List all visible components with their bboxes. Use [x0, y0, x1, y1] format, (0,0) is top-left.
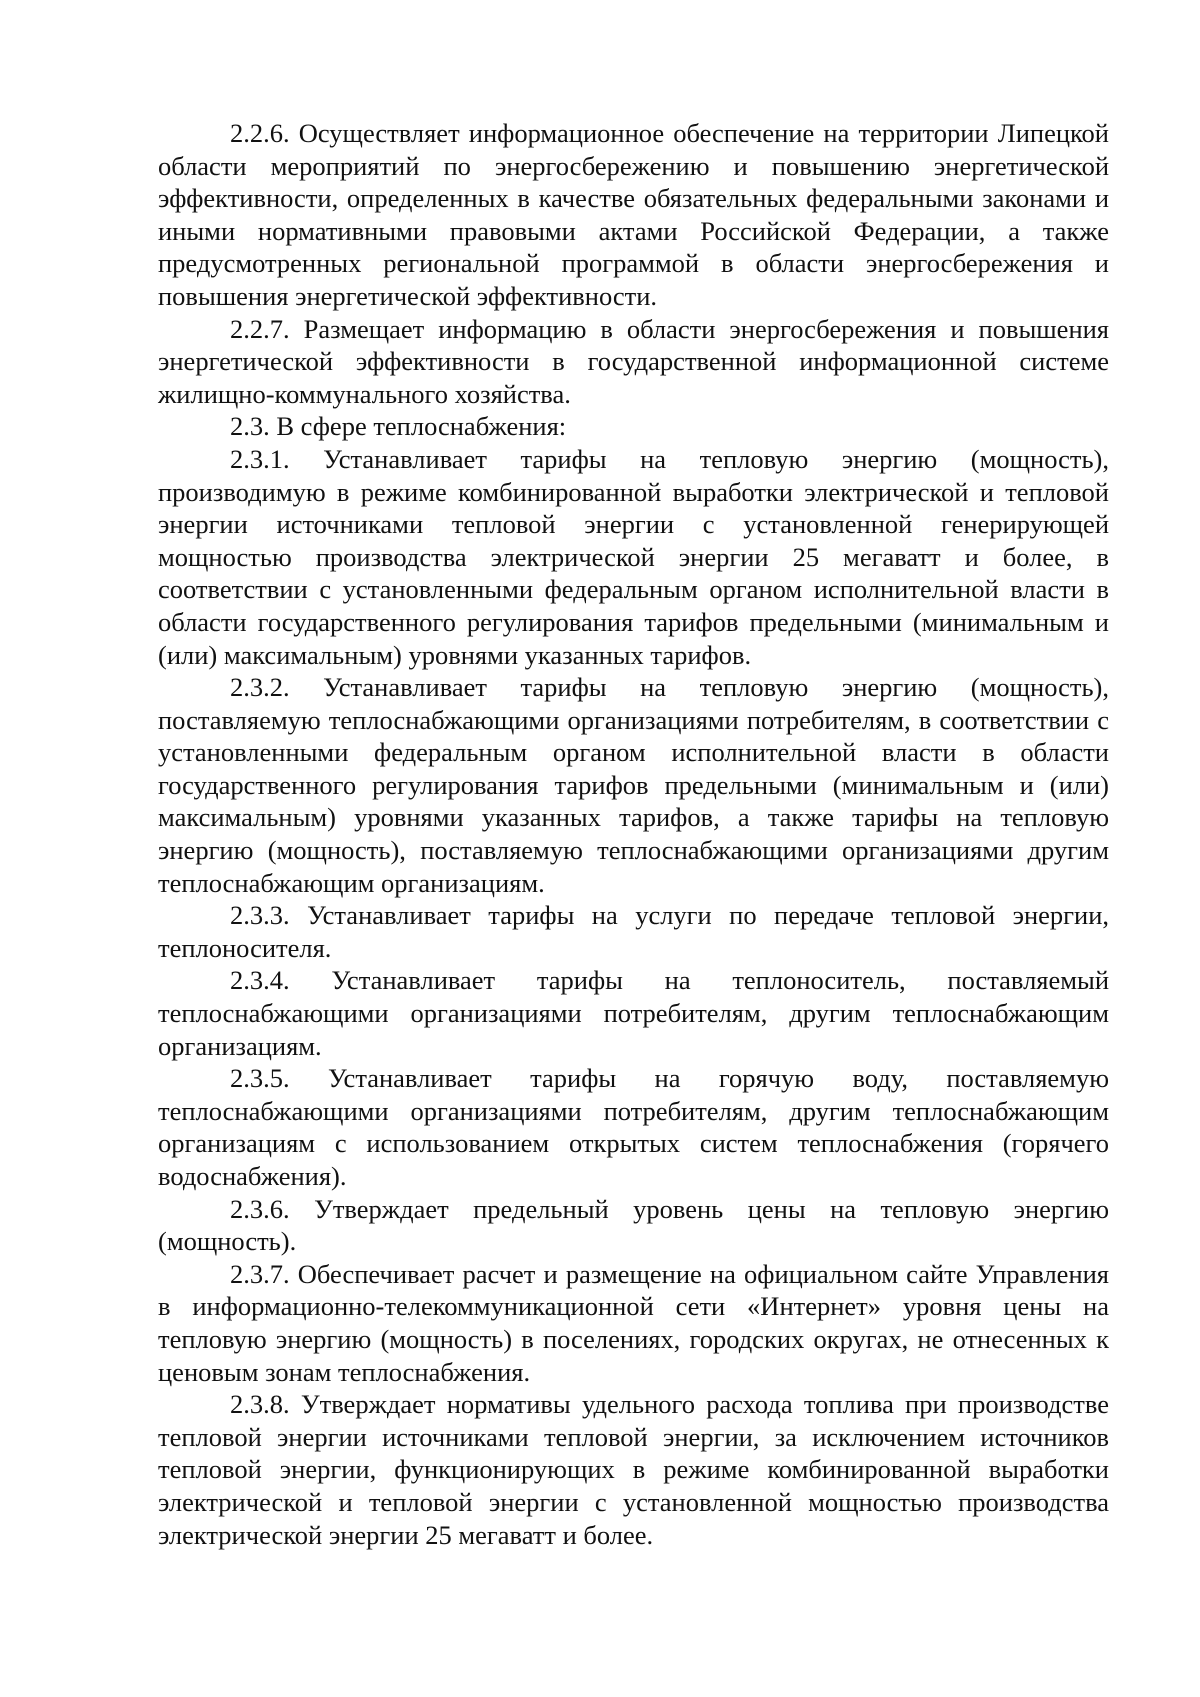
paragraph-2-2-6: 2.2.6. Осуществляет информационное обеспечение на территории Липецкой области мероприятий по энергосбережению и повышению энергетической эффективности, определенных в качестве обязательных федеральными законами и иными нормативными правовыми актами Российской Федерации, а также предусмотренных региональной программой в области энергосбережения и повышения энергетической эффективности. — [158, 118, 1109, 311]
paragraph-2-2-7: 2.2.7. Размещает информацию в области энергосбережения и повышения энергетической эффективности в государственной информационной системе жилищно-коммунального хозяйства. — [158, 313, 1109, 409]
paragraph-2-3-6: 2.3.6. Утверждает предельный уровень цены на тепловую энергию (мощность). — [158, 1193, 1109, 1257]
paragraph-2-3-5: 2.3.5. Устанавливает тарифы на горячую воду, поставляемую теплоснабжающими организациями потребителям, другим теплоснабжающим организациям с использованием открытых систем теплоснабжения (горячего водоснабжения). — [158, 1063, 1109, 1191]
paragraph-2-3-1: 2.3.1. Устанавливает тарифы на тепловую энергию (мощность), производимую в режиме комбинированной выработки электрической и тепловой энергии источниками тепловой энергии с установленной генерирующей мощностью производства электрической энергии 25 мегаватт и более, в соответствии с установленными федеральным органом исполнительной власти в области государственного регулирования тарифов предельными (минимальным и (или) максимальным) уровнями указанных тарифов. — [158, 443, 1109, 670]
paragraph-2-3-4: 2.3.4. Устанавливает тарифы на теплоноситель, поставляемый теплоснабжающими организациями потребителям, другим теплоснабжающим организациям. — [158, 965, 1109, 1061]
section-heading-2-3: 2.3. В сфере теплоснабжения: — [230, 411, 567, 442]
paragraph-2-3-8: 2.3.8. Утверждает нормативы удельного расхода топлива при производстве тепловой энергии источниками тепловой энергии, за исключением источников тепловой энергии, функционирующих в режиме комбинированной выработки электрической и тепловой энергии с установленной мощностью производства электрической энергии 25 мегаватт и более. — [158, 1389, 1109, 1550]
paragraph-2-3-2: 2.3.2. Устанавливает тарифы на тепловую энергию (мощность), поставляемую теплоснабжающими организациями потребителям, в соответствии с установленными федеральным органом исполнительной власти в области государственного регулирования тарифов предельными (минимальным и (или) максимальным) уровнями указанных тарифов, а также тарифы на тепловую энергию (мощность), поставляемую теплоснабжающими организациями другим теплоснабжающим организациям. — [158, 672, 1109, 898]
paragraph-2-3-3: 2.3.3. Устанавливает тарифы на услуги по передаче тепловой энергии, теплоносителя. — [158, 900, 1109, 963]
paragraph-2-3-7: 2.3.7. Обеспечивает расчет и размещение на официальном сайте Управления в информационно-телекоммуникационной сети «Интернет» уровня цены на тепловую энергию (мощность) в поселениях, городских округах, не отнесенных к ценовым зонам теплоснабжения. — [158, 1258, 1109, 1387]
